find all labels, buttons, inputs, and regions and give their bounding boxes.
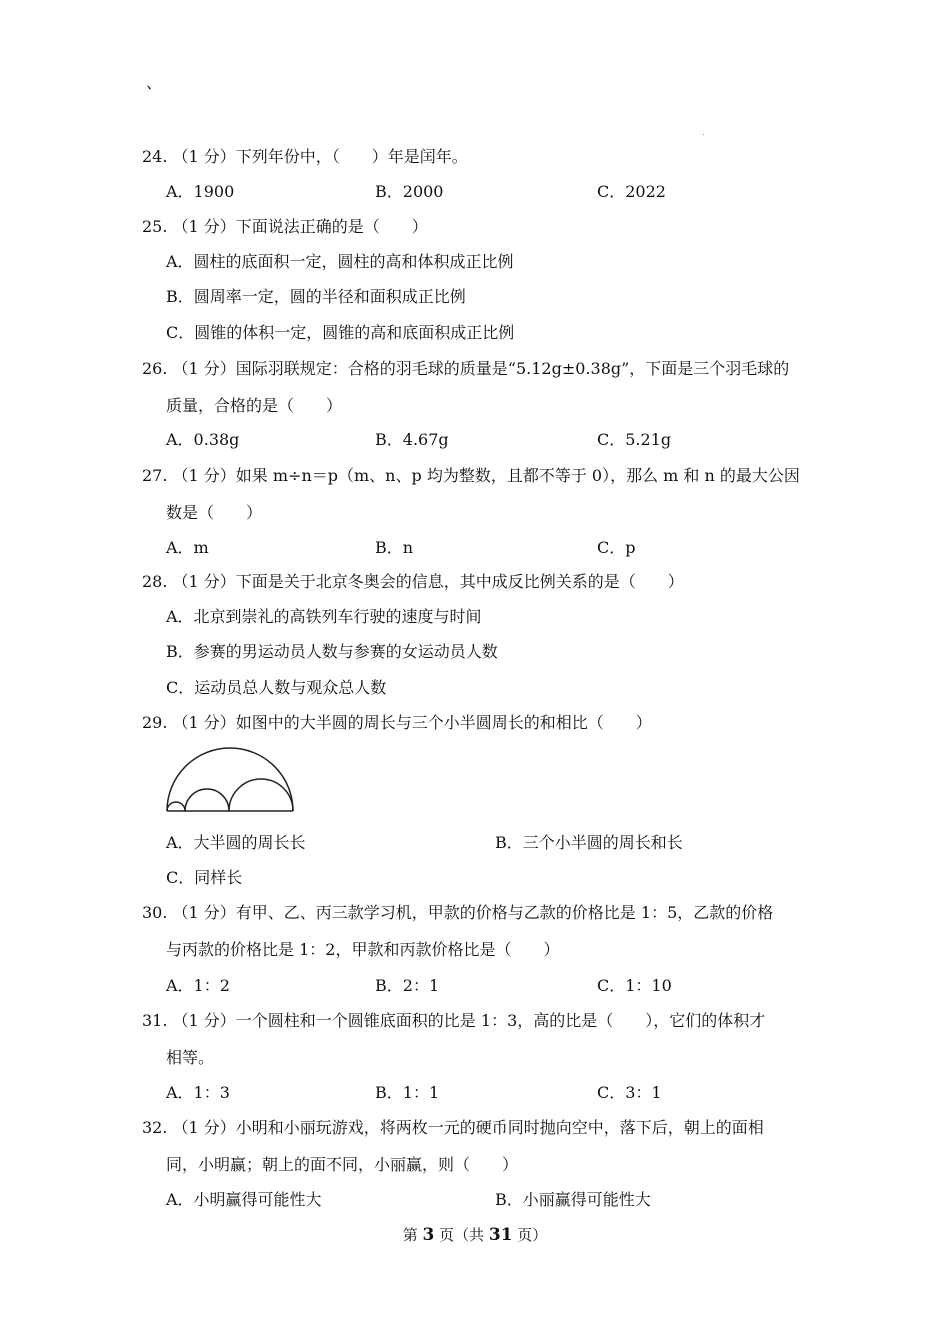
q28-option-a: A．北京到崇礼的高铁列车行驶的速度与时间 xyxy=(166,607,482,626)
q25-option-b: B．圆周率一定，圆的半径和面积成正比例 xyxy=(166,287,466,306)
footer-page-number: 3 xyxy=(422,1225,435,1245)
small-semicircle-1 xyxy=(167,802,185,811)
q26-option-b: B．4.67g xyxy=(375,430,449,449)
question-32-cont: 同，小明赢；朝上的面不同，小丽赢，则（ ） xyxy=(166,1155,519,1174)
question-26-cont: 质量，合格的是（ ） xyxy=(166,396,343,415)
q24-option-a: A．1900 xyxy=(166,182,235,201)
question-25: 25. （1 分）下面说法正确的是（ ） xyxy=(142,217,428,236)
semicircles-figure xyxy=(165,745,295,815)
q25-option-a: A．圆柱的底面积一定，圆柱的高和体积成正比例 xyxy=(166,252,514,271)
q27-option-c: C．p xyxy=(597,538,636,557)
q28-option-b: B．参赛的男运动员人数与参赛的女运动员人数 xyxy=(166,642,498,661)
scan-speck xyxy=(703,134,704,135)
q30-option-c: C．1：10 xyxy=(597,976,672,995)
header-mark: 、 xyxy=(146,73,163,92)
q30-option-a: A．1：2 xyxy=(166,976,230,995)
footer-total-pages: 31 xyxy=(488,1225,513,1245)
q26-option-c: C．5.21g xyxy=(597,430,672,449)
question-24: 24. （1 分）下列年份中，（ ）年是闰年。 xyxy=(142,147,468,166)
small-semicircle-2 xyxy=(185,789,229,811)
q32-option-a: A．小明赢得可能性大 xyxy=(166,1190,322,1209)
q32-option-b: B．小丽赢得可能性大 xyxy=(495,1190,651,1209)
q31-option-c: C．3：1 xyxy=(597,1083,662,1102)
footer-prefix: 第 xyxy=(402,1226,423,1244)
small-semicircle-3 xyxy=(229,779,293,811)
footer-suffix: 页） xyxy=(512,1226,548,1244)
question-30: 30. （1 分）有甲、乙、丙三款学习机，甲款的价格与乙款的价格比是 1：5，乙款的价格 xyxy=(142,903,774,922)
q31-option-b: B．1：1 xyxy=(375,1083,440,1102)
question-26: 26. （1 分）国际羽联规定：合格的羽毛球的质量是“5.12g±0.38g”，下面是三个羽毛球的 xyxy=(142,359,790,378)
q28-option-c: C．运动员总人数与观众总人数 xyxy=(166,678,387,697)
q26-option-a: A．0.38g xyxy=(166,430,240,449)
question-27: 27. （1 分）如果 m÷n＝p（m、n、p 均为整数，且都不等于 0），那么 m 和 n 的最大公因 xyxy=(142,466,800,485)
footer-middle: 页（共 xyxy=(434,1226,489,1244)
q29-option-a: A．大半圆的周长长 xyxy=(166,833,306,852)
q24-option-c: C．2022 xyxy=(597,182,666,201)
question-27-cont: 数是（ ） xyxy=(166,503,263,522)
question-30-cont: 与丙款的价格比是 1：2，甲款和丙款价格比是（ ） xyxy=(166,940,560,959)
question-28: 28. （1 分）下面是关于北京冬奥会的信息，其中成反比例关系的是（ ） xyxy=(142,572,684,591)
q31-option-a: A．1：3 xyxy=(166,1083,230,1102)
page-footer xyxy=(0,1224,950,1245)
q24-option-b: B．2000 xyxy=(375,182,444,201)
q29-option-c: C．同样长 xyxy=(166,868,243,887)
question-31: 31. （1 分）一个圆柱和一个圆锥底面积的比是 1：3，高的比是（ ），它们的体积才 xyxy=(142,1011,766,1030)
q30-option-b: B．2：1 xyxy=(375,976,440,995)
question-31-cont: 相等。 xyxy=(166,1048,215,1067)
question-32: 32. （1 分）小明和小丽玩游戏，将两枚一元的硬币同时抛向空中，落下后，朝上的面相 xyxy=(142,1118,764,1137)
q27-option-b: B．n xyxy=(375,538,414,557)
q29-option-b: B．三个小半圆的周长和长 xyxy=(495,833,683,852)
q27-option-a: A．m xyxy=(166,538,209,557)
q25-option-c: C．圆锥的体积一定，圆锥的高和底面积成正比例 xyxy=(166,323,515,342)
question-29: 29. （1 分）如图中的大半圆的周长与三个小半圆周长的和相比（ ） xyxy=(142,713,652,732)
